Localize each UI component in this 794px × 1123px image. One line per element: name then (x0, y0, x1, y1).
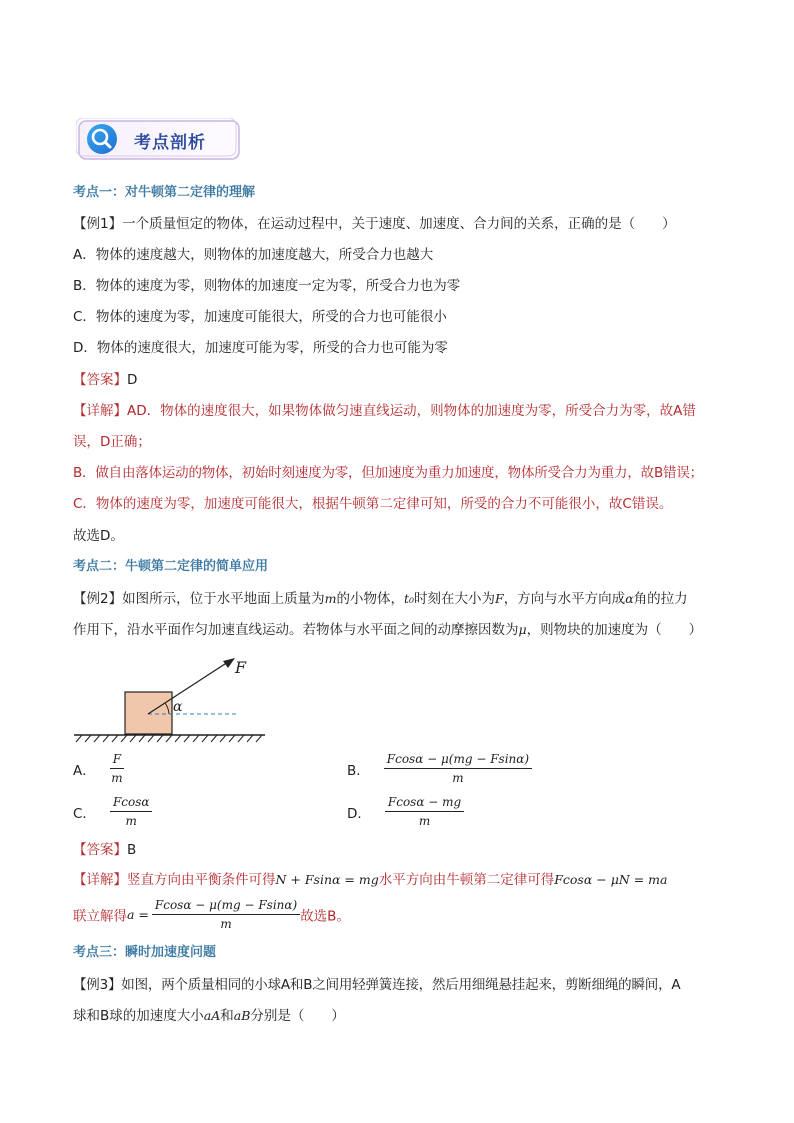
answer-value: D (127, 372, 138, 388)
example-2-detail-2 (73, 898, 350, 931)
example-2-detail-1 (73, 870, 667, 890)
section-1-title: 考点一：对牛顿第二定律的理解 (73, 185, 256, 200)
answer-label: 【答案】 (73, 372, 127, 388)
arrow-head (223, 658, 235, 668)
example-1-option-c: C．物体的速度为零，加速度可能很大，所受的合力也可能很小 (73, 309, 447, 325)
denominator: m (220, 917, 232, 931)
text: 竖直方向由平衡条件可得 (127, 872, 276, 888)
force-label: F (235, 658, 247, 677)
section-banner (76, 118, 242, 162)
option-label: B． (347, 762, 370, 779)
denominator: m (125, 814, 137, 828)
fraction (385, 795, 464, 828)
numerator: Fcosα − mg (385, 795, 464, 812)
example-3-question-line-2 (73, 1006, 345, 1026)
example-1-option-a: A．物体的速度越大，则物体的加速度越大，所受合力也越大 (73, 247, 434, 263)
equation-1: N + Fsinα = mg (275, 872, 379, 887)
example-1-answer (73, 370, 137, 390)
example-1-conclusion: 故选D。 (73, 528, 124, 544)
example-1-detail-3: B．做自由落体运动的物体，初始时刻速度为零，但加速度为重力加速度，物体所受合力为重力，故B错误； (73, 465, 703, 481)
example-2-answer (73, 840, 136, 860)
var-mu: μ (518, 622, 527, 637)
detail-label: 【详解】 (73, 872, 127, 888)
text: 故选B。 (300, 908, 350, 925)
var-aA: aA (203, 1008, 221, 1023)
denominator: m (111, 771, 123, 785)
answer-label: 【答案】 (73, 842, 127, 858)
text: ，则物块的加速度为（ ） (526, 622, 703, 638)
numerator: Fcosα − μ(mg − Fsinα) (384, 752, 532, 769)
var-t0: t₀ (403, 591, 414, 606)
example-2-option-a (73, 752, 124, 785)
fraction (110, 752, 124, 785)
detail-text: AD．物体的速度很大，如果物体做匀速直线运动，则物体的加速度为零，所受合力为零，故A错 (127, 403, 696, 419)
text: 水平方向由牛顿第二定律可得 (378, 872, 555, 888)
fraction (384, 752, 532, 785)
denominator: m (452, 771, 464, 785)
example-1-detail-4: C．物体的速度为零，加速度可能很大，根据牛顿第二定律可知，所受的合力不可能很小，故C错误。 (73, 496, 673, 512)
force-arrow (148, 662, 228, 714)
example-2-option-c (73, 795, 152, 828)
numerator: Fcosα (110, 795, 153, 812)
numerator: F (110, 752, 124, 769)
text: 和 (220, 1008, 234, 1024)
equation-3-lhs: a = (127, 907, 149, 922)
example-1-question: 【例1】一个质量恒定的物体，在运动过程中，关于速度、加速度、合力间的关系，正确的是（ ） (73, 216, 676, 232)
detail-label: 【详解】 (73, 403, 127, 419)
answer-value: B (127, 842, 137, 858)
equation-2: Fcosα − μN = ma (554, 872, 668, 887)
text: 时刻在大小为 (414, 591, 495, 607)
example-3-question-line-1: 【例3】如图，两个质量相同的小球A和B之间用轻弹簧连接，然后用细绳悬挂起来，剪断细绳的瞬间，A (73, 977, 681, 993)
text: 作用下，沿水平面作匀加速直线运动。若物体与水平面之间的动摩擦因数为 (73, 622, 519, 638)
var-m: m (324, 591, 337, 606)
example-1-detail-2: 误，D正确； (73, 434, 151, 450)
denominator: m (418, 814, 431, 828)
text: 的小物体， (336, 591, 404, 607)
example-1-option-d: D．物体的速度很大，加速度可能为零，所受的合力也可能为零 (73, 340, 448, 356)
example-2-option-d (347, 795, 464, 828)
text: 角的拉力 (633, 591, 688, 607)
text: 联立解得 (73, 908, 127, 925)
text: 球和B球的加速度大小 (73, 1008, 204, 1024)
example-2-question-line-1 (73, 589, 688, 609)
text: 【例2】如图所示，位于水平地面上质量为 (73, 591, 325, 607)
example-2-option-b (347, 752, 532, 785)
var-F: F (495, 591, 504, 606)
banner-title: 考点剖析 (134, 133, 206, 153)
option-label: A． (73, 762, 96, 779)
example-2-question-line-2 (73, 620, 702, 640)
equation-3-fraction (152, 898, 300, 931)
angle-label: α (173, 699, 183, 715)
fraction (110, 795, 153, 828)
option-label: C． (73, 805, 96, 822)
search-icon-circle (87, 124, 117, 154)
var-alpha: α (625, 591, 634, 606)
section-3-title: 考点三：瞬时加速度问题 (73, 945, 217, 960)
example-1-option-b: B．物体的速度为零，则物体的加速度一定为零，所受合力也为零 (73, 278, 461, 294)
numerator: Fcosα − μ(mg − Fsinα) (152, 898, 300, 915)
text: 分别是（ ） (250, 1008, 345, 1024)
var-aB: aB (233, 1008, 251, 1023)
section-2-title: 考点二：牛顿第二定律的简单应用 (73, 559, 269, 574)
text: ，方向与水平方向成 (503, 591, 626, 607)
option-label: D． (347, 805, 371, 822)
force-diagram (72, 650, 272, 745)
example-1-detail-1 (73, 401, 696, 421)
ground-hatching (76, 735, 262, 742)
